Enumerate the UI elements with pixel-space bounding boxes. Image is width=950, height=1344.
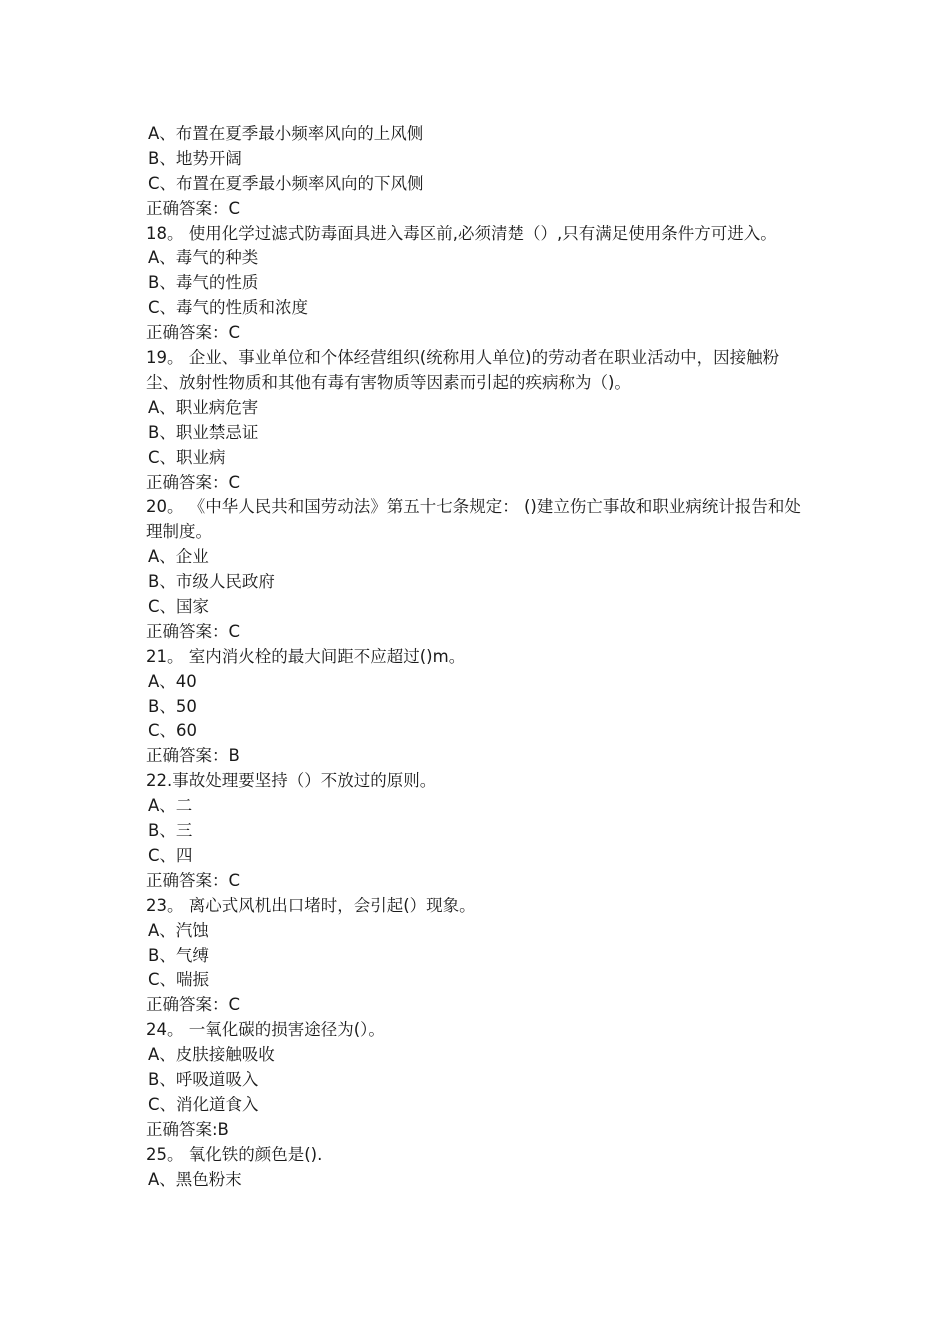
option-line: C、60: [148, 721, 198, 741]
answer-line: 正确答案：C: [146, 621, 241, 641]
question-text: 18。 使用化学过滤式防毒面具进入毒区前,必须清楚（）,只有满足使用条件方可进入。: [146, 223, 777, 243]
question-text: 22.事故处理要坚持（）不放过的原则。: [146, 771, 437, 791]
option-line: C、毒气的性质和浓度: [148, 298, 309, 318]
question-text: 20。 《中华人民共和国劳动法》第五十七条规定： ()建立伤亡事故和职业病统计报告和处理制度。: [146, 497, 801, 542]
option-line: C、四: [148, 845, 193, 865]
option-line: A、布置在夏季最小频率风向的上风侧: [148, 124, 424, 143]
answer-line: 正确答案：C: [146, 870, 241, 890]
option-line: C、职业病: [148, 447, 226, 467]
option-line: B、市级人民政府: [148, 572, 275, 592]
question-text: 19。 企业、事业单位和个体经营组织(统称用人单位)的劳动者在职业活动中，因接触粉尘、放射性物质和其他有毒有害物质等因素而引起的疾病称为（)。: [146, 348, 780, 392]
answer-line: 正确答案：B: [146, 746, 240, 766]
option-line: C、布置在夏季最小频率风向的下风侧: [148, 173, 424, 193]
option-line: A、皮肤接触吸收: [148, 1045, 275, 1065]
option-line: B、气缚: [148, 945, 209, 965]
option-line: B、50: [148, 696, 197, 716]
option-line: A、企业: [148, 547, 209, 567]
option-line: A、二: [148, 796, 193, 816]
question-text: 24。 一氧化碳的损害途径为(）。: [146, 1020, 385, 1040]
question-text: 21。 室内消火栓的最大间距不应超过()m。: [146, 646, 466, 666]
question-text: 23。 离心式风机出口堵时，会引起(）现象。: [146, 895, 476, 915]
option-line: A、黑色粉末: [148, 1169, 242, 1189]
option-line: C、喘振: [148, 970, 210, 990]
answer-line: 正确答案：C: [146, 472, 241, 492]
option-line: A、毒气的种类: [148, 248, 259, 268]
answer-line: 正确答案：C: [146, 995, 241, 1015]
option-line: B、呼吸道吸入: [148, 1069, 259, 1089]
question-text: 25。 氧化铁的颜色是().: [146, 1144, 323, 1164]
option-line: B、毒气的性质: [148, 273, 259, 293]
option-line: C、消化道食入: [148, 1094, 259, 1114]
option-line: C、国家: [148, 597, 210, 616]
option-line: A、40: [148, 671, 197, 691]
option-line: A、职业病危害: [148, 397, 259, 417]
question-list: [146, 122, 826, 1192]
answer-line: 正确答案：C: [146, 323, 241, 343]
option-line: A、汽蚀: [148, 920, 209, 940]
answer-line: 正确答案：C: [146, 198, 241, 218]
option-line: B、三: [148, 821, 193, 841]
answer-line: 正确答案:B: [146, 1119, 229, 1139]
option-line: B、地势开阔: [148, 148, 242, 168]
option-line: B、职业禁忌证: [148, 422, 259, 442]
